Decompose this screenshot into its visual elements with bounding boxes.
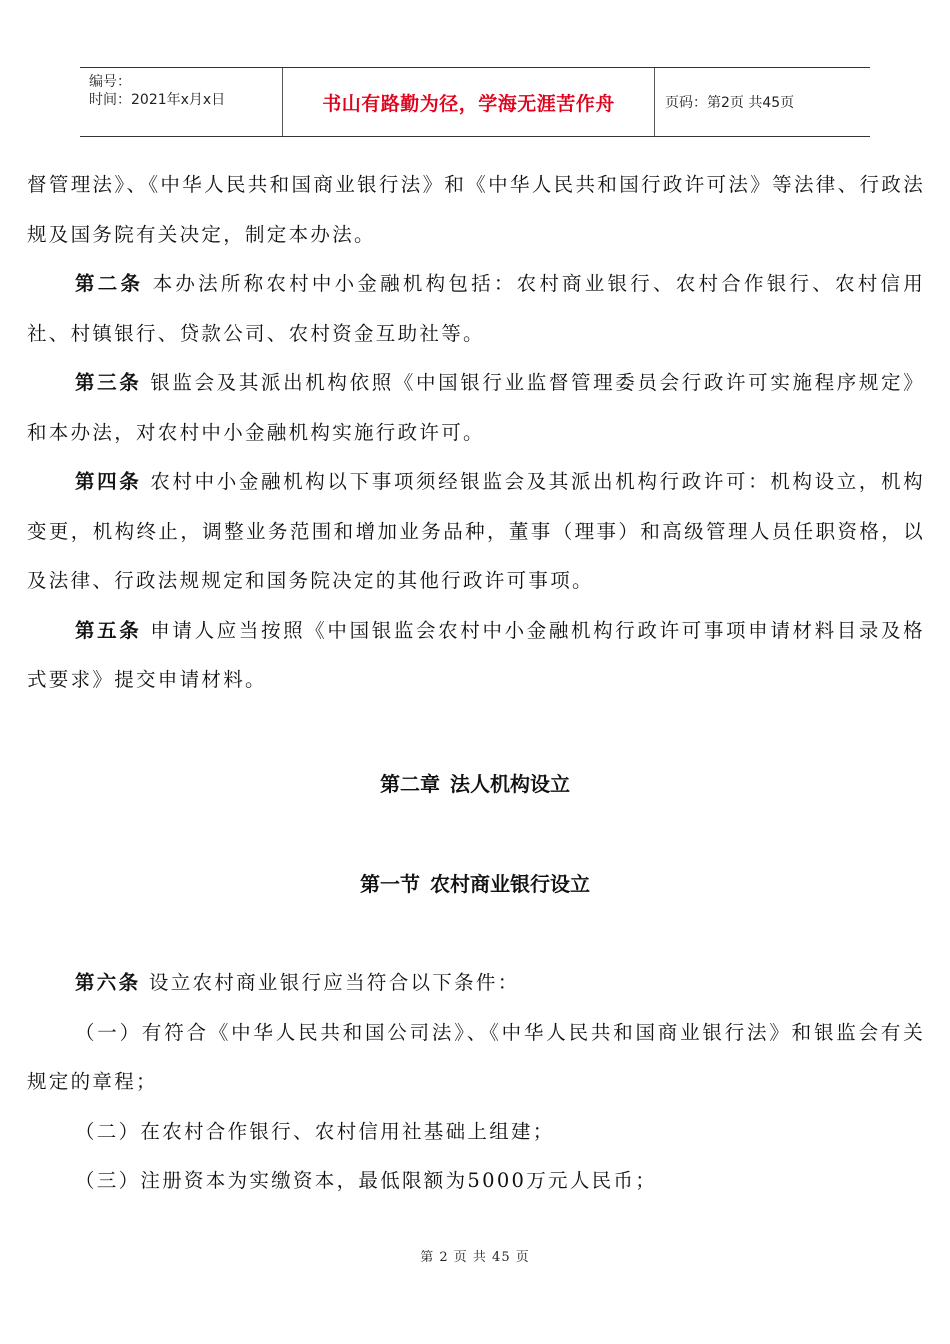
section-title: 农村商业银行设立 (430, 872, 590, 896)
article-label: 第六条 (75, 971, 141, 994)
article-label: 第三条 (75, 371, 142, 394)
article-text: 申请人应当按照《中国银监会农村中小金融机构行政许可事项申请材料目录及格式要求》提交申请材料。 (27, 618, 925, 691)
article-text: 本办法所称农村中小金融机构包括：农村商业银行、农村合作银行、农村信用社、村镇银行、贷款公司、农村资金互助社等。 (27, 272, 926, 345)
page-footer: 第 2 页 共 45 页 (420, 1250, 530, 1265)
chapter-number: 第二章 (380, 772, 440, 796)
list-item: （三）注册资本为实缴资本，最低限额为5000万元人民币； (75, 1169, 658, 1192)
article-label: 第二条 (75, 272, 144, 295)
chapter-title: 法人机构设立 (450, 772, 570, 796)
article-text: 银监会及其派出机构依照《中国银行业监督管理委员会行政许可实施程序规定》和本办法，对农村中小金融机构实施行政许可。 (27, 371, 925, 444)
article-label: 第四条 (75, 470, 142, 493)
header-motto: 书山有路勤为径，学海无涯苦作舟 (283, 68, 655, 136)
chapter-heading (0, 768, 950, 797)
article-label: 第五条 (75, 618, 142, 642)
document-body (27, 160, 925, 705)
header-meta (80, 68, 283, 136)
article-4 (27, 457, 925, 606)
article-text: 农村中小金融机构以下事项须经银监会及其派出机构行政许可：机构设立，机构变更，机构终止，调整业务范围和增加业务品种，董事（理事）和高级管理人员任职资格，以及法律、行政法规规定和国务院决定的其他行政许可事项。 (27, 470, 925, 592)
article-6-block (27, 958, 925, 1206)
article-text: 设立农村商业银行应当符合以下条件： (148, 971, 520, 994)
article-2 (27, 259, 925, 358)
document-header (80, 67, 870, 137)
section-number: 第一节 (360, 872, 420, 896)
list-item: （二）在农村合作银行、农村信用社基础上组建； (75, 1119, 555, 1143)
date-label: 时间：2021年x月x日 (89, 92, 226, 108)
article-5 (27, 606, 925, 705)
article-6 (27, 958, 925, 1008)
header-page-info: 页码：第2页 共45页 (665, 95, 795, 111)
number-label: 编号： (89, 74, 131, 90)
section-heading (0, 868, 950, 897)
paragraph-continued: 督管理法》、《中华人民共和国商业银行法》和《中华人民共和国行政许可法》等法律、行政法规及国务院有关决定，制定本办法。 (27, 173, 925, 246)
list-item: （一）有符合《中华人民共和国公司法》、《中华人民共和国商业银行法》和银监会有关规定的章程； (27, 1020, 925, 1093)
article-3 (27, 358, 925, 457)
